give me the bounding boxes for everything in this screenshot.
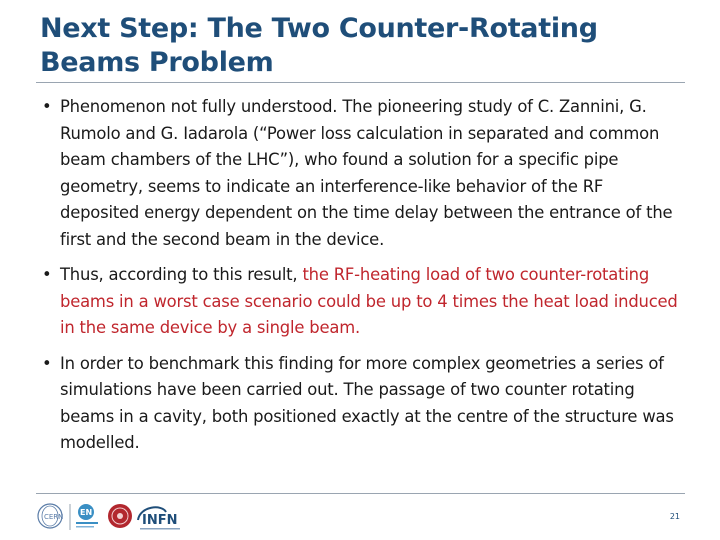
bullet-dot: • [42, 265, 52, 284]
bullet-2-highlight: the RF-heating load of two counter-rotating beams in a worst case scenario could be up to 4 times the heat load induced in the same device by a single beam. [60, 265, 678, 337]
bullet-3-text: In order to benchmark this finding for more complex geometries a series of simulations have been carried out. The passage of two counter rotating beams in a cavity, both positioned exactly at the centre of the structure was modelled. [60, 353, 674, 452]
infn-logo [138, 507, 180, 529]
title-divider [36, 82, 685, 83]
bullet-dot: • [42, 353, 52, 373]
page-number: 21 [669, 512, 680, 521]
slide-title: Next Step: The Two Counter-Rotating Beams Problem [40, 13, 598, 78]
slide-body [42, 94, 682, 466]
cern-logo [38, 504, 63, 528]
bullet-3 [42, 351, 682, 457]
university-seal-logo [108, 504, 132, 528]
footer-divider [36, 493, 685, 494]
en-logo-text: EN [80, 508, 93, 517]
infn-logo-text: INFN [142, 513, 178, 528]
cern-logo-text: CERN [44, 513, 64, 521]
bullet-dot: • [42, 97, 52, 116]
en-department-logo [76, 504, 98, 528]
bullet-2 [42, 262, 682, 342]
bullet-2-text: Thus, according to this result, [60, 265, 303, 284]
footer-logos [36, 500, 216, 534]
bullet-1 [42, 94, 682, 253]
bullet-1-text: Phenomenon not fully understood. The pioneering study of C. Zannini, G. Rumolo and G. Iadarola (“Power loss calculation in separated and common beam chambers of the LHC”), who found a solution for a specific pipe geometry, seems to indicate an interference-like behavior of the RF deposited energy dependent on the time delay between the entrance of the first and the second beam in the device. [60, 97, 673, 249]
